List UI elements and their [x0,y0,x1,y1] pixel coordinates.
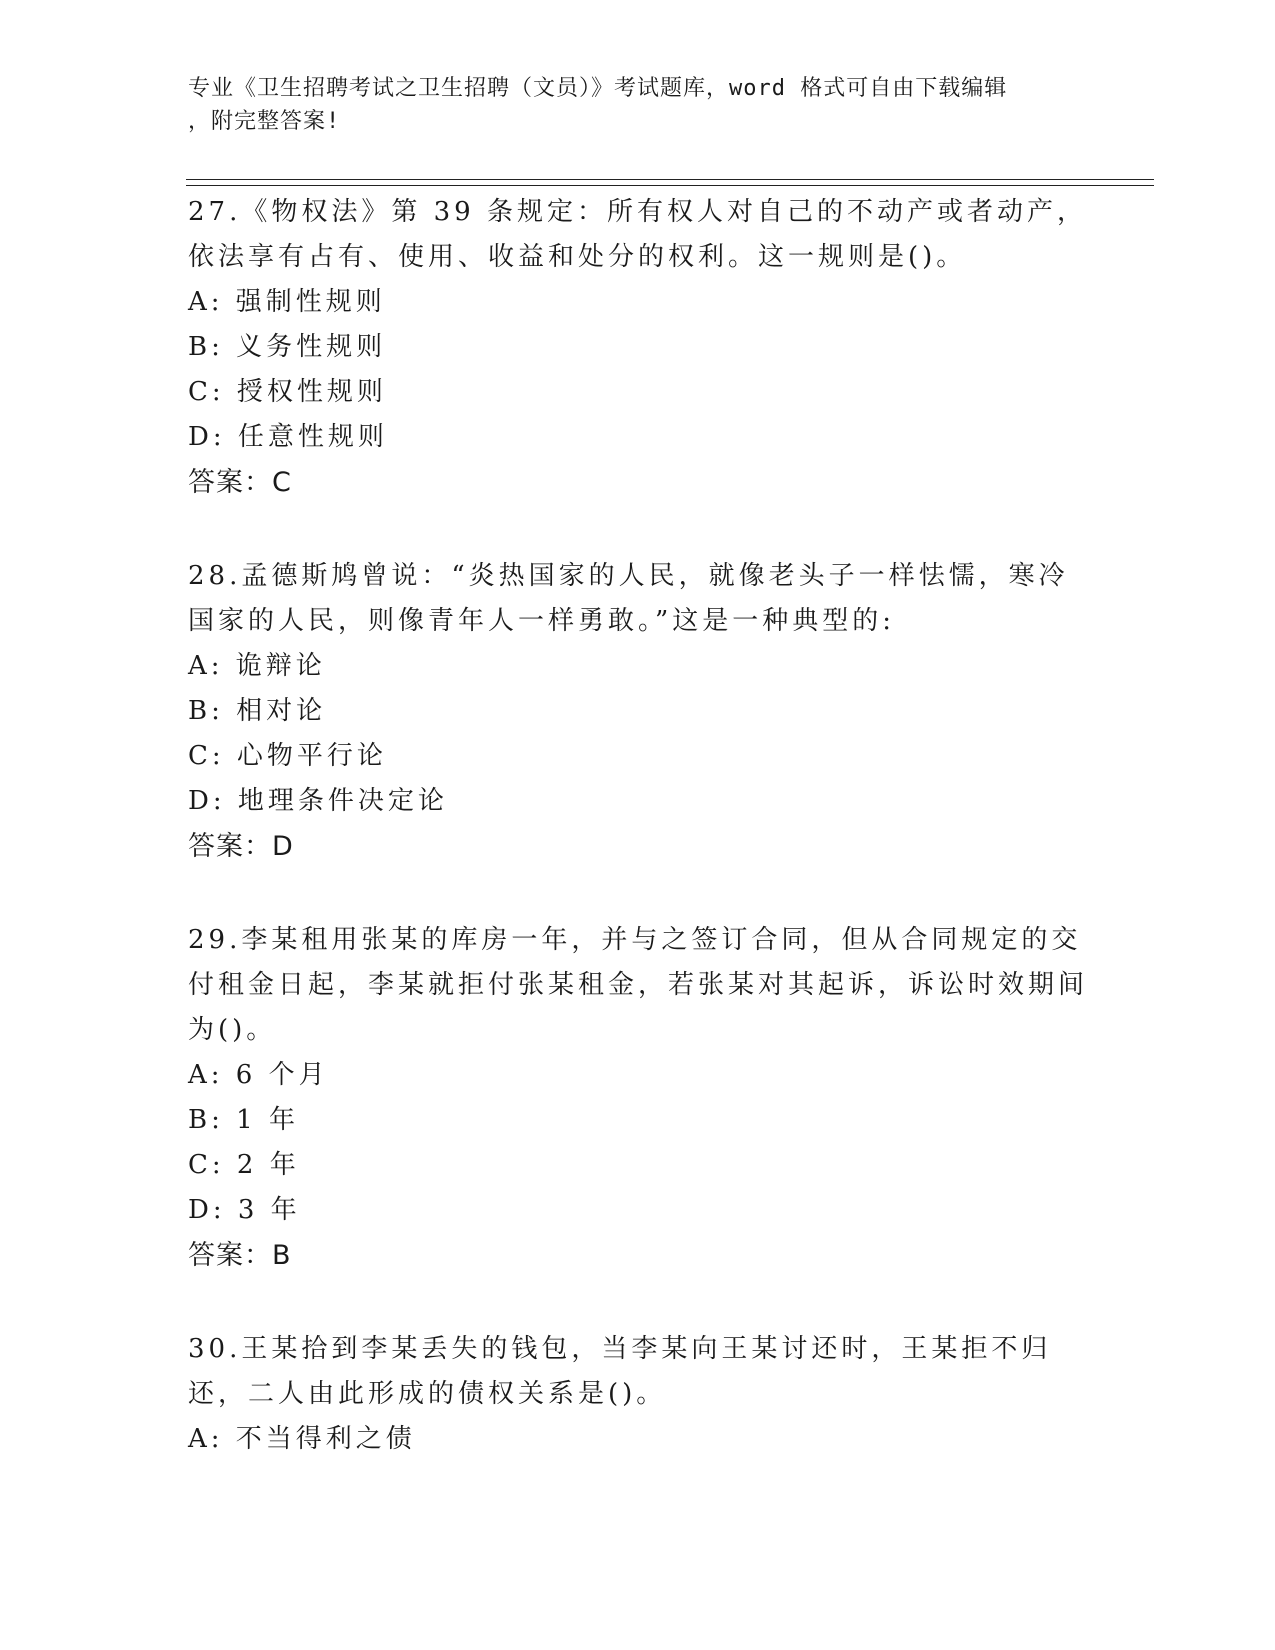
question-28 [188,554,1088,869]
option-b: B: 义务性规则 [188,332,387,362]
option-c: C: 授权性规则 [188,377,387,407]
answer-label: 答案：B [188,1240,292,1271]
header-divider-top [186,179,1154,180]
answer-label: 答案：C [188,467,292,498]
option-a: A: 强制性规则 [188,287,386,317]
header-line-2: ，附完整答案! [188,109,341,134]
question-text: 28.孟德斯鸠曾说：“炎热国家的人民，就像老头子一样怯懦，寒冷国家的人民，则像青年人一样勇敢。”这是一种典型的: [188,561,1069,636]
question-text: 29.李某租用张某的库房一年，并与之签订合同，但从合同规定的交付租金日起，李某就拒付张某租金，若张某对其起诉，诉讼时效期间为()。 [188,925,1089,1045]
document-header [188,72,1088,138]
option-a: A: 6 个月 [188,1060,329,1090]
header-line-1: 专业《卫生招聘考试之卫生招聘（文员）》考试题库，word 格式可自由下载编辑 [188,76,1008,101]
option-c: C: 心物平行论 [188,741,387,771]
option-a: A: 不当得利之债 [188,1424,416,1454]
option-d: D: 地理条件决定论 [188,786,448,816]
question-30 [188,1327,1088,1462]
option-c: C: 2 年 [188,1150,300,1180]
answer-label: 答案：D [188,831,294,862]
option-d: D: 任意性规则 [188,422,388,452]
question-list [188,190,1088,1511]
option-d: D: 3 年 [188,1195,301,1225]
question-29 [188,918,1088,1278]
option-b: B: 相对论 [188,696,327,726]
option-a: A: 诡辩论 [188,651,326,681]
question-text: 27.《物权法》第 39 条规定：所有权人对自己的不动产或者动产，依法享有占有、使用、收益和处分的权利。这一规则是()。 [188,197,1087,272]
header-divider-bottom [186,185,1154,186]
question-27 [188,190,1088,505]
option-b: B: 1 年 [188,1105,299,1135]
question-text: 30.王某拾到李某丢失的钱包，当李某向王某讨还时，王某拒不归还，二人由此形成的债权关系是()。 [188,1334,1052,1409]
